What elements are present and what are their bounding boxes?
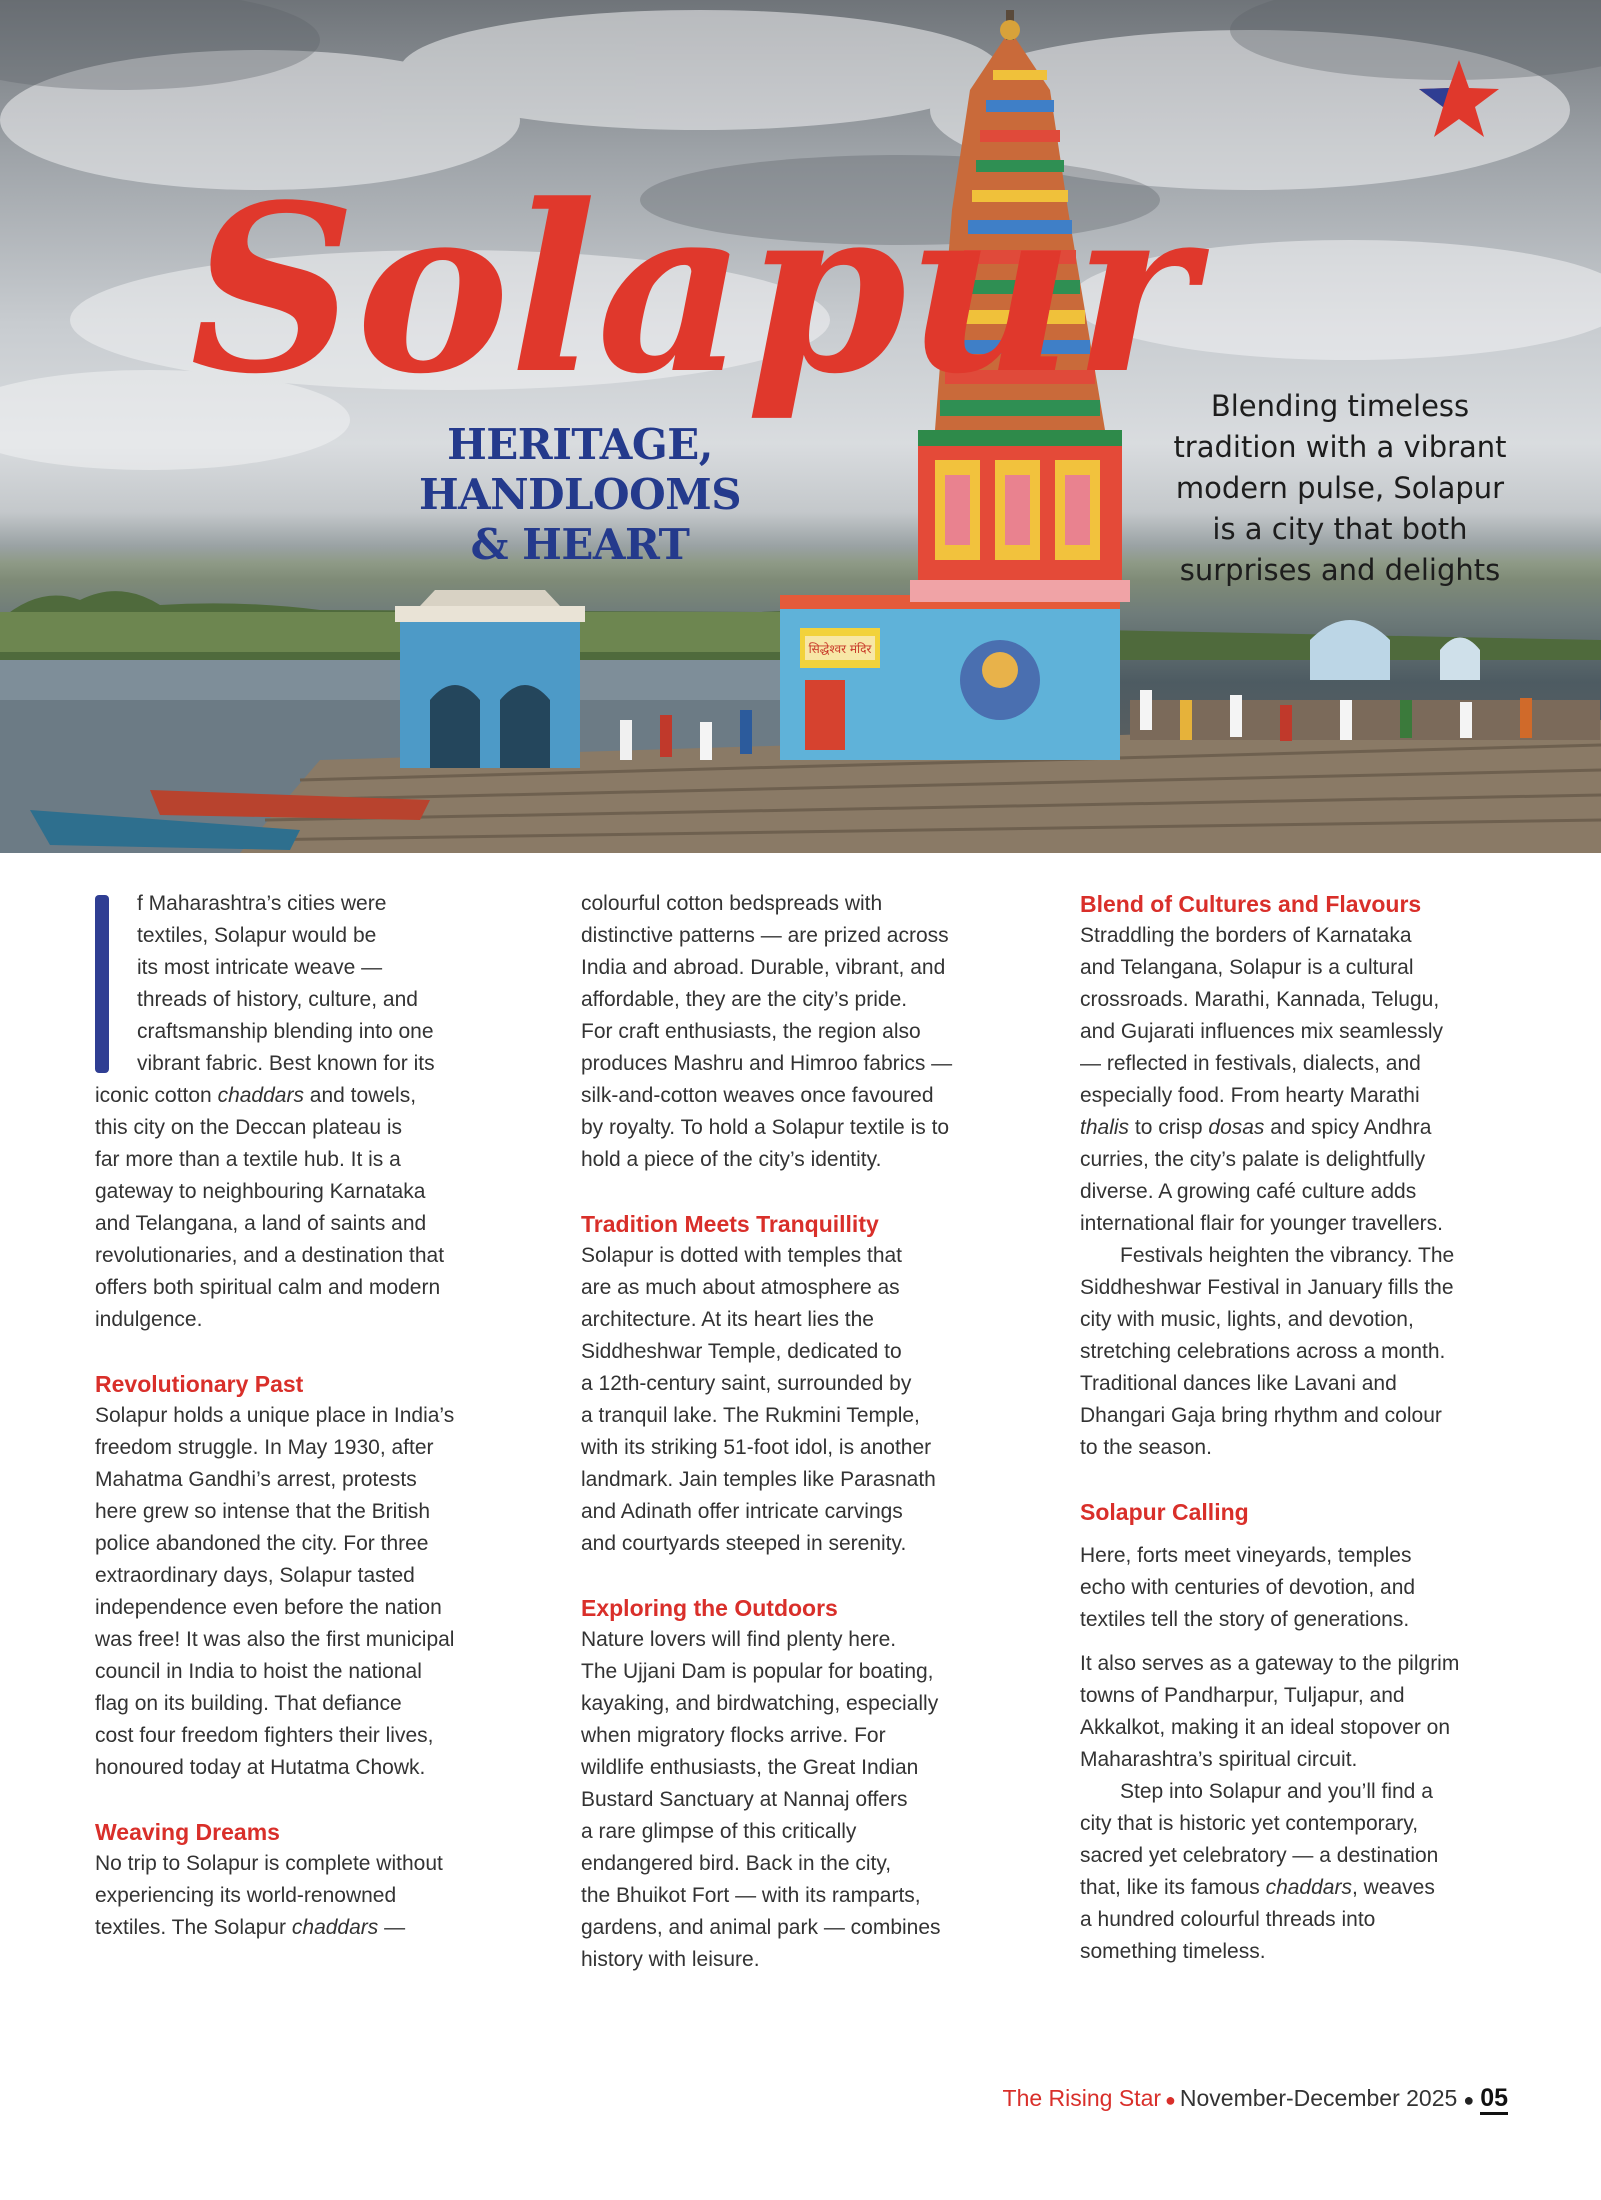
hero-title — [190, 120, 1196, 440]
body-line: India and abroad. Durable, vibrant, and — [581, 956, 946, 979]
body-line: Solapur holds a unique place in India’s — [95, 1404, 455, 1427]
issue-date: November-December 2025 — [1179, 2085, 1458, 2111]
subtitle-line: HERITAGE, — [447, 420, 713, 469]
intro-line: vibrant fabric. Best known for its — [137, 1052, 435, 1075]
text-run: and spicy Andhra — [1264, 1116, 1432, 1139]
body-line: a hundred colourful threads into — [1080, 1908, 1376, 1931]
body-line: Siddheshwar Festival in January fills the — [1080, 1276, 1454, 1299]
body-line: curries, the city’s palate is delightfully — [1080, 1148, 1426, 1171]
body-line: The Ujjani Dam is popular for boating, — [581, 1660, 934, 1683]
tagline-line: is a city that both — [1212, 512, 1468, 546]
body-line: and courtyards steeped in serenity. — [581, 1532, 907, 1555]
body-line: Solapur is dotted with temples that — [581, 1244, 903, 1267]
body-line: cost four freedom fighters their lives, — [95, 1724, 434, 1747]
body-line: honoured today at Hutatma Chowk. — [95, 1756, 426, 1779]
body-line — [1080, 1112, 1525, 1144]
body-line: the Bhuikot Fort — with its ramparts, — [581, 1884, 921, 1907]
intro-line: f Maharashtra’s cities were — [137, 892, 387, 915]
heading-blend-of-cultures: Blend of Cultures and Flavours — [1080, 891, 1422, 917]
body-line: Akkalkot, making it an ideal stopover on — [1080, 1716, 1451, 1739]
body-line: when migratory flocks arrive. For — [581, 1724, 886, 1747]
italic-run: chaddars — [291, 1916, 379, 1939]
body-line: kayaking, and birdwatching, especially — [581, 1692, 939, 1715]
intro-line: indulgence. — [95, 1308, 203, 1331]
body-line: No trip to Solapur is complete without — [95, 1852, 443, 1875]
body-line: experiencing its world-renowned — [95, 1884, 397, 1907]
body-line: For craft enthusiasts, the region also — [581, 1020, 921, 1043]
italic-run: dosas — [1208, 1116, 1265, 1139]
body-line: city with music, lights, and devotion, — [1080, 1308, 1414, 1331]
hero-subtitle — [410, 420, 750, 570]
intro-line: gateway to neighbouring Karnataka — [95, 1180, 426, 1203]
italic-run: chaddars — [217, 1084, 304, 1107]
body-line: city that is historic yet contemporary, — [1080, 1812, 1419, 1835]
intro-line: craftsmanship blending into one — [137, 1020, 434, 1043]
intro-line: textiles, Solapur would be — [137, 924, 377, 947]
body-line: landmark. Jain temples like Parasnath — [581, 1468, 936, 1491]
body-line: wildlife enthusiasts, the Great Indian — [581, 1756, 919, 1779]
text-run: to crisp — [1129, 1116, 1209, 1139]
body-line: here grew so intense that the British — [95, 1500, 431, 1523]
body-line: Maharashtra’s spiritual circuit. — [1080, 1748, 1358, 1771]
body-line: stretching celebrations across a month. — [1080, 1340, 1446, 1363]
bullet-icon: ● — [1463, 2090, 1475, 2110]
body-line: colourful cotton bedspreads with — [581, 892, 883, 915]
body-line: a tranquil lake. The Rukmini Temple, — [581, 1404, 920, 1427]
body-line: endangered bird. Back in the city, — [581, 1852, 892, 1875]
body-line: freedom struggle. In May 1930, after — [95, 1436, 434, 1459]
body-line: Festivals heighten the vibrancy. The — [1120, 1244, 1455, 1267]
body-line: echo with centuries of devotion, and — [1080, 1576, 1416, 1599]
body-line: gardens, and animal park — combines — [581, 1916, 941, 1939]
text-run: iconic cotton — [95, 1084, 218, 1107]
body-line: to the season. — [1080, 1436, 1212, 1459]
body-line: a rare glimpse of this critically — [581, 1820, 857, 1843]
intro-line: threads of history, culture, and — [137, 988, 418, 1011]
body-line: and Telangana, Solapur is a cultural — [1080, 956, 1414, 979]
body-line: Dhangari Gaja bring rhythm and colour — [1080, 1404, 1442, 1427]
body-line: Traditional dances like Lavani and — [1080, 1372, 1397, 1395]
body-line: towns of Pandharpur, Tuljapur, and — [1080, 1684, 1405, 1707]
magazine-name: The Rising Star — [1002, 2085, 1162, 2111]
body-line — [95, 1912, 525, 1944]
hero-title-text: Solapur — [190, 155, 1196, 425]
body-line: extraordinary days, Solapur tasted — [95, 1564, 415, 1587]
intro-line: offers both spiritual calm and modern — [95, 1276, 441, 1299]
tagline-line: surprises and delights — [1179, 553, 1501, 587]
body-line: produces Mashru and Himroo fabrics — — [581, 1052, 953, 1075]
heading-weaving-dreams: Weaving Dreams — [95, 1819, 280, 1845]
body-line: hold a piece of the city’s identity. — [581, 1148, 882, 1171]
heading-exploring-the-outdoors: Exploring the Outdoors — [581, 1595, 838, 1621]
page-footer — [1003, 2084, 1508, 2113]
tagline-line: modern pulse, Solapur — [1175, 471, 1505, 505]
body-line: and Adinath offer intricate carvings — [581, 1500, 903, 1523]
intro-line: and Telangana, a land of saints and — [95, 1212, 427, 1235]
body-line: Bustard Sanctuary at Nannaj offers — [581, 1788, 908, 1811]
body-line: diverse. A growing café culture adds — [1080, 1180, 1417, 1203]
body-line: with its striking 51-foot idol, is another — [581, 1436, 932, 1459]
intro-line: revolutionaries, and a destination that — [95, 1244, 445, 1267]
intro-line: this city on the Deccan plateau is — [95, 1116, 403, 1139]
body-line: a 12th-century saint, surrounded by — [581, 1372, 912, 1395]
body-line: affordable, they are the city’s pride. — [581, 988, 908, 1011]
body-line: by royalty. To hold a Solapur textile is to — [581, 1116, 950, 1139]
article-column-1 — [95, 888, 525, 1944]
italic-run: thalis — [1080, 1116, 1130, 1139]
body-line: textiles tell the story of generations. — [1080, 1608, 1410, 1631]
body-line: crossroads. Marathi, Kannada, Telugu, — [1080, 988, 1440, 1011]
italic-run: chaddars — [1265, 1876, 1352, 1899]
tagline-line: Blending timeless — [1210, 389, 1470, 423]
body-line: council in India to hoist the national — [95, 1660, 422, 1683]
article-column-3 — [1080, 888, 1525, 1968]
tagline-line: tradition with a vibrant — [1173, 430, 1507, 464]
intro-line: far more than a textile hub. It is a — [95, 1148, 401, 1171]
heading-revolutionary-past: Revolutionary Past — [95, 1371, 304, 1397]
body-line: Siddheshwar Temple, dedicated to — [581, 1340, 902, 1363]
subtitle-line: & HEART — [470, 520, 690, 569]
heading-solapur-calling: Solapur Calling — [1080, 1499, 1249, 1525]
body-line: Mahatma Gandhi’s arrest, protests — [95, 1468, 417, 1491]
body-line: especially food. From hearty Marathi — [1080, 1084, 1420, 1107]
hero-banner — [0, 0, 1601, 853]
body-line: something timeless. — [1080, 1940, 1266, 1963]
article-column-2 — [581, 888, 1026, 1976]
bullet-icon: ● — [1165, 2090, 1176, 2110]
star-icon — [1418, 60, 1500, 138]
body-line: architecture. At its heart lies the — [581, 1308, 874, 1331]
text-run: and towels, — [303, 1084, 417, 1107]
body-line: silk-and-cotton weaves once favoured — [581, 1084, 934, 1107]
heading-tradition-meets-tranquillity: Tradition Meets Tranquillity — [581, 1211, 879, 1237]
body-line: flag on its building. That defiance — [95, 1692, 402, 1715]
temple-sign: सिद्धेश्वर मंदिर — [808, 642, 872, 656]
subtitle-line: HANDLOOMS — [418, 470, 742, 519]
hero-tagline — [1140, 386, 1540, 591]
text-run: , weaves — [1351, 1876, 1435, 1899]
text-run: that, like its famous — [1080, 1876, 1266, 1899]
body-line: police abandoned the city. For three — [95, 1532, 429, 1555]
intro-line — [95, 1080, 525, 1112]
body-line: sacred yet celebratory — a destination — [1080, 1844, 1439, 1867]
body-line: was free! It was also the first municipal — [95, 1628, 455, 1651]
intro-line: its most intricate weave — — [137, 956, 383, 979]
body-line: Nature lovers will find plenty here. — [581, 1628, 897, 1651]
body-line: international flair for younger travellers. — [1080, 1212, 1444, 1235]
body-line: history with leisure. — [581, 1948, 760, 1971]
body-line: Straddling the borders of Karnataka — [1080, 924, 1412, 947]
body-line — [1080, 1872, 1525, 1904]
text-run: textiles. The Solapur — [95, 1916, 292, 1939]
body-line: It also serves as a gateway to the pilgrim — [1080, 1652, 1460, 1675]
page-number: 05 — [1480, 2084, 1508, 2115]
body-line: Here, forts meet vineyards, temples — [1080, 1544, 1412, 1567]
body-line: distinctive patterns — are prized across — [581, 924, 949, 947]
body-line: — reflected in festivals, dialects, and — [1080, 1052, 1421, 1075]
body-line: independence even before the nation — [95, 1596, 442, 1619]
text-run: — — [378, 1916, 406, 1939]
body-line: and Gujarati influences mix seamlessly — [1080, 1020, 1443, 1043]
body-line: are as much about atmosphere as — [581, 1276, 900, 1299]
body-line: Step into Solapur and you’ll find a — [1120, 1780, 1433, 1803]
